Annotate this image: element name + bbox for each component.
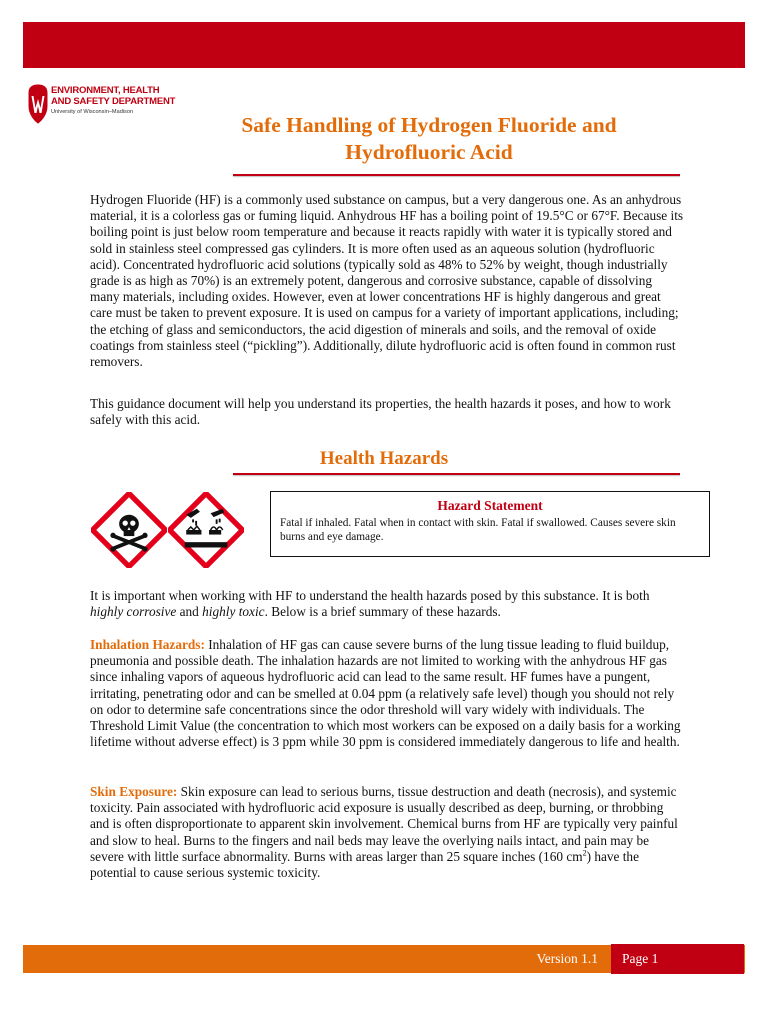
health-hazards-heading: Health Hazards: [319, 448, 449, 469]
corrosion-icon: [168, 492, 244, 568]
page-number: Page 1: [622, 951, 659, 966]
summary-text-a: It is important when working with HF to understand the health hazards posed by this substance. It is both: [90, 588, 650, 603]
version-label: Version 1.1: [536, 951, 598, 966]
hazard-statement-text: Fatal if inhaled. Fatal when in contact with skin. Fatal if swallowed. Causes severe skin burns and eye damage.: [280, 517, 676, 543]
skin-exposure-text: Skin exposure can lead to serious burns, tissue destruction and death (necrosis), and systemic toxicity. Pain associated with hydrofluoric acid exposure is usually described as deep, burning, or throbbing and is often disproportionate to apparent skin involvement. Chemical burns from HF are typically very painful and slow to heal. Burns to the fingers and nail beds may leave the overlying nails intact, and pain may be severe with little surface abnormality. Burns with areas larger than 25 square inches (160 cm: [90, 784, 678, 864]
summary-text-and: and: [176, 604, 203, 620]
page-title: [0, 112, 768, 166]
hazard-statement-title: Hazard Statement: [437, 498, 543, 513]
guidance-paragraph: This guidance document will help you understand its properties, the health hazards it poses, and how to work safely with this acid.: [90, 396, 671, 428]
hazards-summary-paragraph: [90, 588, 684, 620]
logo-line-2: AND SAFETY DEPARTMENT: [51, 96, 176, 107]
intro-paragraph: Hydrogen Fluoride (HF) is a commonly used substance on campus, but a very dangerous one. As an anhydrous material, it is a colorless gas or fuming liquid. Anhydrous HF has a boiling point of 19.5°C or 67°F. Because its boiling point is just below room temperature and because it reacts rapidly with water it is typically stored and sold in stainless steel compressed gas cylinders. It is more often used as an aqueous solution (hydrofluoric acid). Concentrated hydrofluoric acid solutions (typically sold as 48% to 52% by weight, though industrially grade is as high as 70%) is an extremely potent, dangerous and corrosive substance, capable of dissolving many materials, including oxides. However, even at lower concentrations HF is highly dangerous and great care must be taken to prevent exposure. It is used on campus for a variety of important applications, including; the etching of glass and semiconductors, the acid digestion of minerals and soils, and the removal of oxide coatings from stainless steel (“pickling”). Additionally, dilute hydrofluoric acid is often found in common rust removers.: [90, 192, 684, 370]
skin-exposure-paragraph: [90, 784, 684, 881]
title-line-1: Safe Handling of Hydrogen Fluoride and: [241, 113, 617, 137]
summary-text-b: . Below is a brief summary of these hazards.: [264, 604, 501, 620]
skull-crossbones-icon: [91, 492, 167, 568]
title-divider: [233, 174, 680, 176]
skin-exposure-text-end: ) have the potential to cause serious systemic toxicity.: [90, 848, 639, 881]
superscript-2: 2: [582, 848, 587, 858]
inhalation-hazards-label: Inhalation Hazards:: [90, 637, 205, 652]
inhalation-hazards-paragraph: [90, 637, 684, 750]
summary-emphasis-toxic: highly toxic: [202, 604, 265, 620]
logo-subtitle: University of Wisconsin–Madison: [51, 109, 134, 115]
logo-line-1: ENVIRONMENT, HEALTH: [51, 85, 160, 96]
header-band: [23, 22, 745, 68]
health-hazards-divider: [233, 473, 680, 475]
hazard-statement-box: [270, 491, 710, 557]
inhalation-hazards-text: Inhalation of HF gas can cause severe burns of the lung tissue leading to fluid buildup, pneumonia and possible death. The inhalation hazards are not limited to working with the anhydrous HF gas since inhaling vapors of aqueous hydrofluoric acid can lead to the same result. HF fumes have a pungent, irritating, penetrating odor and can be smelled at 0.04 ppm (a relatively safe level) though you should not rely on odor to determine safe concentrations since the odor threshold will vary widely with individuals. The Threshold Limit Value (the concentration to which most workers can be exposed on a daily basis for a working lifetime without adverse effect) is 3 ppm while 30 ppm is considered immediately dangerous to life and health.: [90, 637, 681, 750]
skin-exposure-label: Skin Exposure:: [90, 784, 178, 799]
title-line-2: Hydrofluoric Acid: [345, 140, 513, 164]
summary-emphasis-corrosive: highly corrosive: [90, 604, 177, 620]
